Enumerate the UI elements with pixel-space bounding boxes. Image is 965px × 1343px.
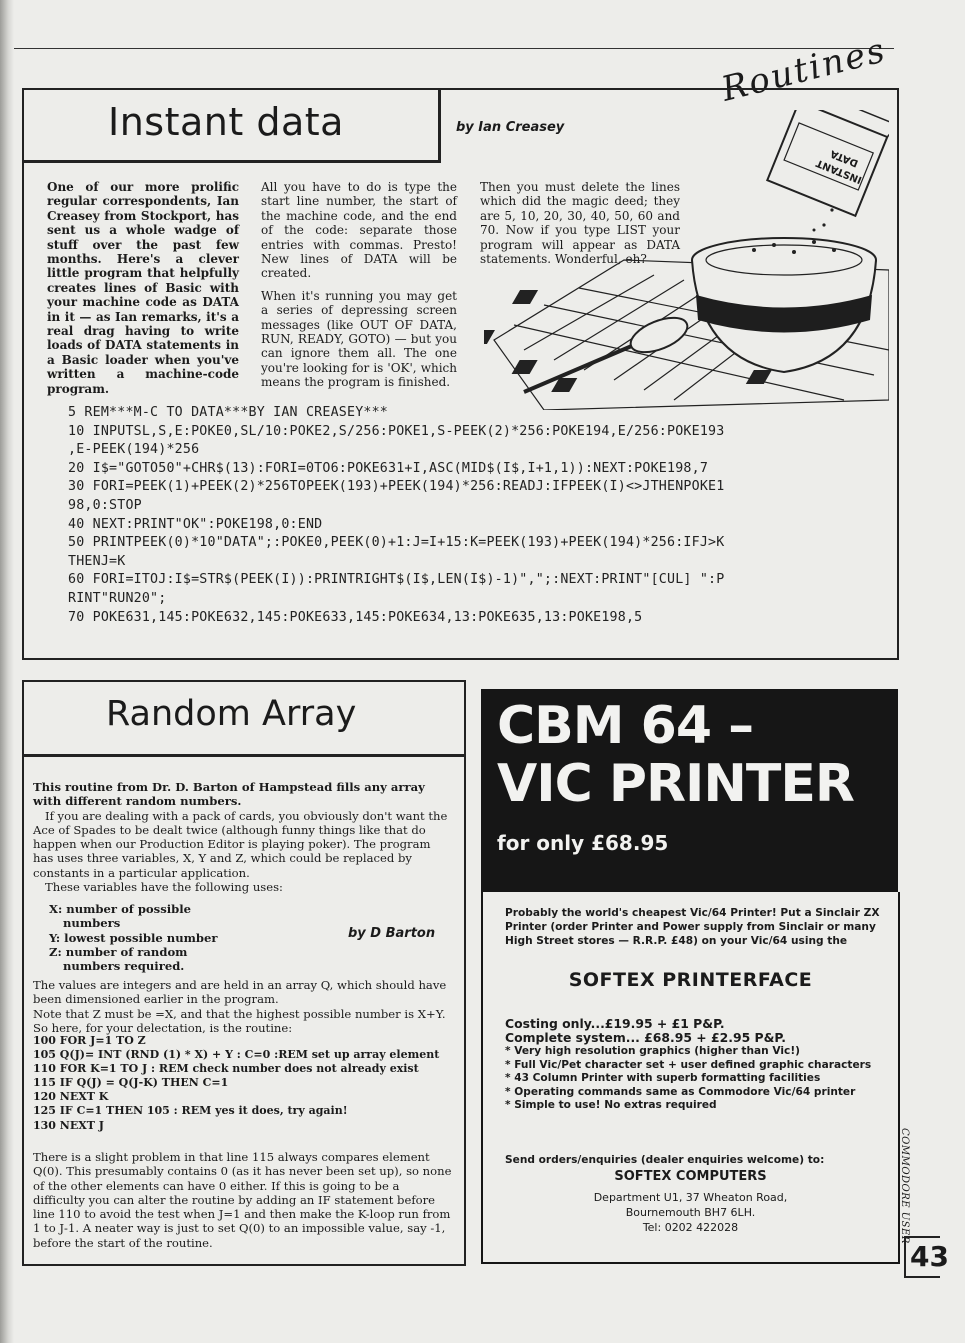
ad-headline <box>497 697 854 813</box>
ad-address <box>483 1190 898 1235</box>
listing-line: 130 NEXT J <box>33 1118 104 1132</box>
random-array-intro-text: If you are dealing with a pack of cards, you obviously don't want the Ace of Spades to be dealt twice (although funny things like that do happen when our Production Editor is playing poker). The program has uses three variables, X, Y and Z, which could be replaced by constants in a particular application. <box>33 808 448 880</box>
ad-feature-item: * 43 Column Printer with superb formatting facilities <box>505 1072 821 1085</box>
ad-cost-line1: Costing only...£19.95 + £1 P&P. <box>505 1016 725 1031</box>
instant-data-col2-p2: When it's running you may get a series of depressing screen messages (like OUT OF DATA, RUN, READY, GOTO) — but you can ignore them all. The one you're looking for is 'OK', which means the program is finished. <box>261 288 457 390</box>
random-array-title-box <box>22 680 466 757</box>
random-array-intro-bold: This routine from Dr. D. Barton of Hampstead fills any array with different random numbers. <box>33 780 425 809</box>
instant-data-listing: 5 REM***M-C TO DATA***BY IAN CREASEY*** 10 INPUTSL,S,E:POKE0,SL/10:POKE2,S/256:POKE1,S-PEEK(2)*256:POKE194,E/256:POKE193 ,E-PEEK(194)*256 20 I$="GOTO50"+CHR$(13):FORI=0TO6:POKE631+I,ASC(MID$(I$,I+1,1)):NEXT:POKE198,7 30 FORI=PEEK(1)+PEEK(2)*256TOPEEK(193)+PEEK(194)*256:READJ:IFPEEK(I)<>JTHENPOKE1 98,0:STOP 40 NEXT:PRINT"OK":POKE198,0:END 50 PRINTPEEK(0)*10"DATA";:POKE0,PEEK(0)+1:J=I+15:K=PEEK(193)+PEEK(194)*256:IFJ>K THENJ=K 60 FORI=ITOJ:I$=STR$(PEEK(I)):PRINTRIGHT$(I$,LEN(I$)-1)",";:NEXT:PRINT"[CUL] ":P RINT"RUN20"; 70 POKE631,145:POKE632,145:POKE633,145:POKE634,13:POKE635,13:POKE198,5 <box>68 405 725 625</box>
listing-line: 125 IF C=1 THEN 105 : REM yes it does, try again! <box>33 1104 348 1118</box>
ad-company-name: SOFTEX COMPUTERS <box>614 1169 767 1184</box>
page-spine-shadow <box>0 0 14 1343</box>
instant-data-col2 <box>261 180 457 398</box>
page-number: 43 <box>910 1240 949 1273</box>
variable-z-cont: numbers required. <box>63 959 185 974</box>
instant-data-col1: One of our more prolific regular correspondents, Ian Creasey from Stockport, has sent us a whole wadge of stuff over the past few months. Here's a clever little program that helpfully creates lines of Basic with your machine code as DATA in it — as Ian remarks, it's a real drag having to write loads of DATA statements in a Basic loader when you've written a machine-code program. <box>47 180 239 396</box>
random-array-title: Random Array <box>106 694 357 734</box>
ad-feature-item: * Operating commands same as Commodore Vic/64 printer <box>505 1085 856 1098</box>
variable-x-cont: numbers <box>63 916 121 931</box>
random-array-closing-text: There is a slight problem in that line 115 always compares element Q(0). This presumably contains 0 (as it has never been set up), so none of the other elements can have 0 either. If this is going to be a difficulty you can alter the routine by adding an IF statement before line 110 to avoid the test when J=1 and then make the K-loop run from 1 to J-1. A neater way is just to set Q(0) to an impossible value, say -1, before the start of the routine. <box>33 1150 452 1250</box>
instant-data-title: Instant data <box>108 100 344 144</box>
section-label-text: Routines <box>717 30 891 110</box>
ad-address-line1: Department U1, 37 Wheaton Road, <box>593 1191 788 1204</box>
ad-telephone: Tel: 0202 422028 <box>642 1221 739 1234</box>
instant-data-title-box <box>22 88 441 163</box>
ad-intro: Probably the world's cheapest Vic/64 Printer! Put a Sinclair ZX Printer (order Printer and Power supply from Sinclair or many High Street stores — R.R.P. £48) on your Vic/64 using the <box>505 907 880 947</box>
instant-data-col3: Then you must delete the lines which did the magic deed; they are 5, 10, 20, 30, 40, 50, 60 and 70. Now if you type LIST your program will appear as DATA statements. Wonderful, eh? <box>480 180 680 267</box>
random-array-listing <box>33 1034 453 1133</box>
variable-y: Y: lowest possible number <box>49 930 218 945</box>
random-array-article <box>22 680 466 1266</box>
ad-send-orders: Send orders/enquiries (dealer enquiries welcome) to: <box>505 1154 825 1166</box>
magazine-name-vertical: COMMODORE USER <box>899 1128 910 1244</box>
ad-cost-line2: Complete system... £68.95 + £2.95 P&P. <box>505 1030 786 1045</box>
instant-data-col2-p1: All you have to do is type the start line number, the start of the machine code, and the end of the code: separate those entries with commas. Presto! New lines of DATA will be created. <box>261 180 457 281</box>
page-number-box <box>904 1236 949 1278</box>
random-array-mid-text: The values are integers and are held in an array Q, which should have been dimensioned earlier in the program. Note that Z must be =X, and that the highest possible number is X+Y. So here, for your delectation, is the routine: <box>33 978 447 1035</box>
variable-z: Z: number of random <box>49 944 188 959</box>
random-array-variables <box>33 902 233 973</box>
ad-body <box>481 892 900 1264</box>
listing-line: 120 NEXT K <box>33 1090 109 1104</box>
ad-feature-item: * Very high resolution graphics (higher than Vic!) <box>505 1045 801 1057</box>
random-array-byline: by D Barton <box>348 926 436 941</box>
listing-line: 110 FOR K=1 TO J : REM check number does not already exist <box>33 1062 419 1076</box>
random-array-uses: These variables have the following uses: <box>45 880 283 895</box>
instant-data-byline: by Ian Creasey <box>456 120 565 135</box>
softex-advertisement <box>481 689 898 1264</box>
ad-feature-item: * Simple to use! No extras required <box>505 1099 717 1112</box>
listing-line: 105 Q(J)= INT (RND (1) * X) + Y : C=0 :REM set up array element <box>33 1048 440 1062</box>
random-array-intro <box>33 780 453 894</box>
ad-headline-line2: VIC PRINTER <box>497 754 854 814</box>
ad-address-line2: Bournemouth BH7 6LH. <box>625 1206 756 1219</box>
ad-feature-item: * Full Vic/Pet character set + user defined graphic characters <box>505 1058 872 1071</box>
instant-data-article <box>22 88 899 660</box>
ad-features <box>505 1045 890 1113</box>
ad-headline-block <box>481 689 898 892</box>
variable-x: X: number of possible <box>49 902 192 916</box>
listing-line: 115 IF Q(J) = Q(J-K) THEN C=1 <box>33 1076 229 1090</box>
ad-price: for only £68.95 <box>497 831 669 855</box>
ad-headline-line1: CBM 64 – <box>497 696 754 756</box>
packet-label-text: INSTANT DATA <box>814 147 864 186</box>
ad-pricing <box>505 1017 786 1045</box>
listing-line: 100 FOR J=1 TO Z <box>33 1034 146 1047</box>
ad-product-name: SOFTEX PRINTERFACE <box>568 969 813 991</box>
